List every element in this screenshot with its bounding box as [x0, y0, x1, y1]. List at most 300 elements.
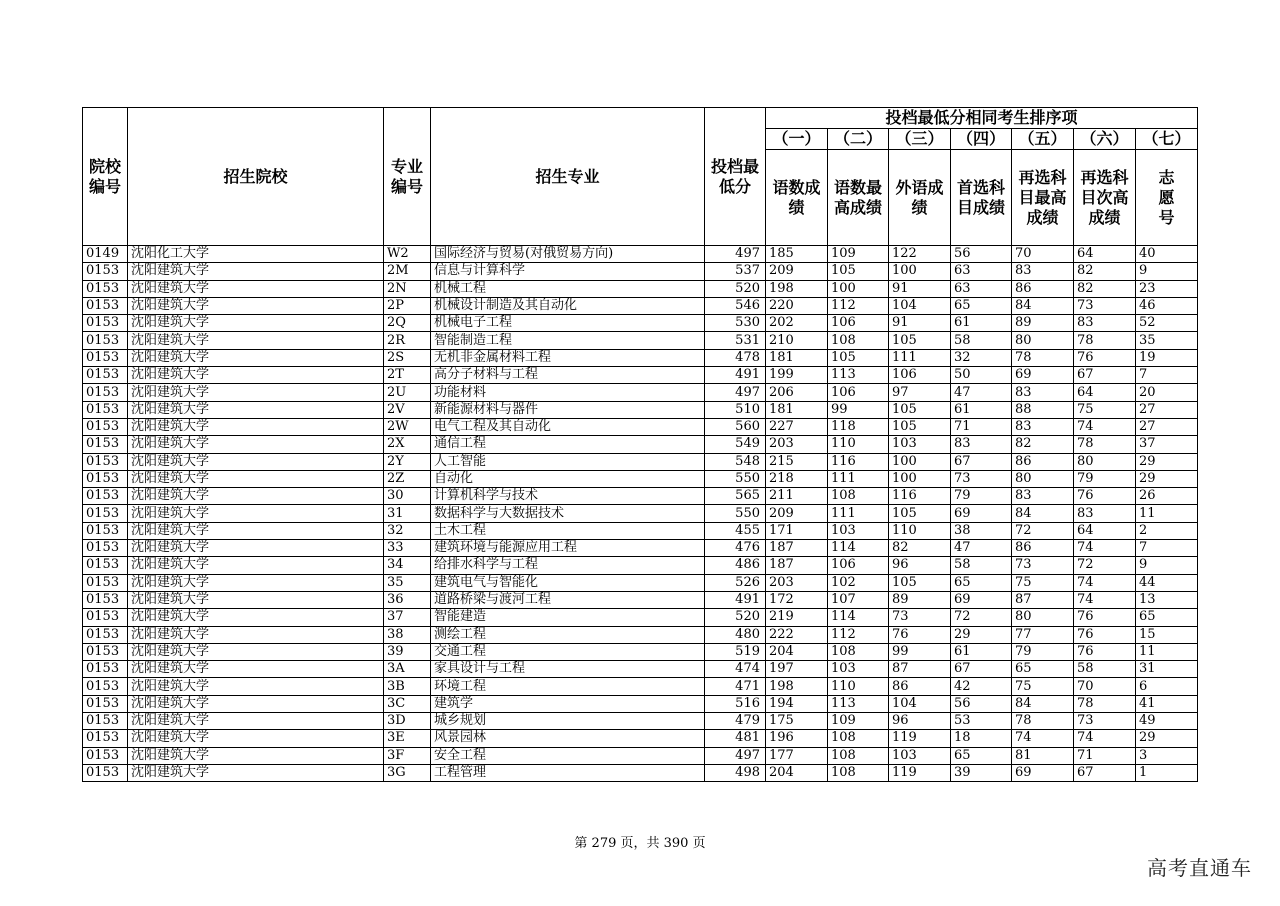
cell-major-code: 2R — [384, 332, 431, 349]
header-sort-name: 语数成绩 — [766, 150, 828, 246]
cell-major-code: 32 — [384, 522, 431, 539]
cell-school-name: 沈阳建筑大学 — [128, 591, 384, 608]
cell-sort-3: 82 — [889, 540, 951, 557]
cell-major-name: 高分子材料与工程 — [431, 367, 705, 384]
cell-sort-5: 81 — [1012, 747, 1074, 764]
cell-sort-1: 215 — [766, 453, 828, 470]
cell-school-name: 沈阳化工大学 — [128, 246, 384, 263]
cell-sort-7: 52 — [1136, 315, 1198, 332]
cell-sort-4: 69 — [951, 591, 1012, 608]
cell-sort-5: 89 — [1012, 315, 1074, 332]
header-sort-name: 外语成绩 — [889, 150, 951, 246]
cell-major-name: 给排水科学与工程 — [431, 557, 705, 574]
cell-major-name: 国际经济与贸易(对俄贸易方向) — [431, 246, 705, 263]
cell-sort-7: 3 — [1136, 747, 1198, 764]
table-row — [83, 764, 1198, 781]
cell-sort-5: 86 — [1012, 540, 1074, 557]
cell-school-code: 0153 — [83, 695, 128, 712]
table-row — [83, 263, 1198, 280]
cell-sort-2: 108 — [828, 332, 889, 349]
cell-school-name: 沈阳建筑大学 — [128, 418, 384, 435]
cell-sort-1: 203 — [766, 574, 828, 591]
table-row — [83, 332, 1198, 349]
cell-major-code: W2 — [384, 246, 431, 263]
cell-major-name: 信息与计算科学 — [431, 263, 705, 280]
cell-sort-3: 105 — [889, 401, 951, 418]
cell-sort-7: 40 — [1136, 246, 1198, 263]
cell-sort-5: 72 — [1012, 522, 1074, 539]
cell-sort-5: 73 — [1012, 557, 1074, 574]
cell-school-code: 0153 — [83, 730, 128, 747]
cell-sort-2: 109 — [828, 246, 889, 263]
cell-sort-2: 106 — [828, 315, 889, 332]
cell-min-score: 526 — [705, 574, 766, 591]
table-row — [83, 315, 1198, 332]
cell-sort-3: 96 — [889, 713, 951, 730]
cell-school-code: 0153 — [83, 747, 128, 764]
cell-school-code: 0153 — [83, 764, 128, 781]
cell-sort-2: 116 — [828, 453, 889, 470]
cell-school-code: 0153 — [83, 384, 128, 401]
cell-school-code: 0153 — [83, 453, 128, 470]
cell-sort-2: 108 — [828, 643, 889, 660]
cell-sort-6: 71 — [1074, 747, 1136, 764]
cell-major-name: 智能建造 — [431, 609, 705, 626]
cell-school-name: 沈阳建筑大学 — [128, 263, 384, 280]
cell-school-code: 0153 — [83, 522, 128, 539]
cell-sort-3: 104 — [889, 695, 951, 712]
cell-major-name: 建筑电气与智能化 — [431, 574, 705, 591]
cell-sort-1: 198 — [766, 280, 828, 297]
table-row — [83, 661, 1198, 678]
cell-sort-6: 67 — [1074, 764, 1136, 781]
cell-sort-3: 87 — [889, 661, 951, 678]
cell-school-code: 0153 — [83, 678, 128, 695]
cell-school-code: 0153 — [83, 418, 128, 435]
cell-sort-5: 83 — [1012, 384, 1074, 401]
cell-sort-2: 103 — [828, 661, 889, 678]
header-sort-num: （四） — [951, 129, 1012, 150]
cell-sort-5: 82 — [1012, 436, 1074, 453]
cell-major-name: 建筑环境与能源应用工程 — [431, 540, 705, 557]
cell-major-name: 机械电子工程 — [431, 315, 705, 332]
cell-sort-1: 199 — [766, 367, 828, 384]
header-sort-num: （二） — [828, 129, 889, 150]
cell-sort-6: 74 — [1074, 418, 1136, 435]
cell-sort-6: 72 — [1074, 557, 1136, 574]
cell-school-name: 沈阳建筑大学 — [128, 488, 384, 505]
cell-sort-5: 75 — [1012, 574, 1074, 591]
cell-major-code: 3B — [384, 678, 431, 695]
cell-sort-6: 64 — [1074, 246, 1136, 263]
cell-min-score: 549 — [705, 436, 766, 453]
cell-sort-2: 110 — [828, 436, 889, 453]
cell-sort-5: 80 — [1012, 470, 1074, 487]
header-sort-num: （三） — [889, 129, 951, 150]
cell-major-code: 3A — [384, 661, 431, 678]
cell-school-name: 沈阳建筑大学 — [128, 695, 384, 712]
table-row — [83, 436, 1198, 453]
cell-sort-6: 76 — [1074, 643, 1136, 660]
cell-sort-4: 61 — [951, 401, 1012, 418]
cell-sort-7: 2 — [1136, 522, 1198, 539]
table-row — [83, 246, 1198, 263]
cell-sort-1: 197 — [766, 661, 828, 678]
cell-sort-3: 91 — [889, 315, 951, 332]
cell-min-score: 497 — [705, 246, 766, 263]
cell-min-score: 531 — [705, 332, 766, 349]
cell-sort-5: 78 — [1012, 713, 1074, 730]
table-row — [83, 522, 1198, 539]
cell-major-name: 道路桥梁与渡河工程 — [431, 591, 705, 608]
cell-sort-1: 220 — [766, 297, 828, 314]
cell-major-code: 2Z — [384, 470, 431, 487]
table-row — [83, 730, 1198, 747]
cell-sort-5: 74 — [1012, 730, 1074, 747]
cell-school-name: 沈阳建筑大学 — [128, 730, 384, 747]
cell-sort-3: 89 — [889, 591, 951, 608]
cell-sort-7: 7 — [1136, 540, 1198, 557]
cell-min-score: 491 — [705, 591, 766, 608]
table-row — [83, 574, 1198, 591]
cell-major-name: 土木工程 — [431, 522, 705, 539]
cell-sort-4: 61 — [951, 643, 1012, 660]
cell-major-code: 2U — [384, 384, 431, 401]
cell-sort-7: 37 — [1136, 436, 1198, 453]
header-sort-name: 志愿号 — [1136, 150, 1198, 246]
header-sort-num: （七） — [1136, 129, 1198, 150]
cell-school-code: 0153 — [83, 332, 128, 349]
cell-major-name: 城乡规划 — [431, 713, 705, 730]
cell-sort-7: 29 — [1136, 453, 1198, 470]
table-row — [83, 384, 1198, 401]
cell-major-name: 安全工程 — [431, 747, 705, 764]
cell-sort-5: 79 — [1012, 643, 1074, 660]
cell-sort-4: 69 — [951, 505, 1012, 522]
cell-school-name: 沈阳建筑大学 — [128, 349, 384, 366]
cell-school-name: 沈阳建筑大学 — [128, 713, 384, 730]
cell-sort-4: 61 — [951, 315, 1012, 332]
cell-min-score: 548 — [705, 453, 766, 470]
cell-sort-4: 63 — [951, 280, 1012, 297]
cell-major-name: 建筑学 — [431, 695, 705, 712]
cell-sort-7: 1 — [1136, 764, 1198, 781]
header-major-code: 专业编号 — [384, 108, 431, 246]
cell-sort-3: 105 — [889, 332, 951, 349]
cell-sort-5: 80 — [1012, 609, 1074, 626]
cell-sort-7: 11 — [1136, 505, 1198, 522]
cell-sort-4: 38 — [951, 522, 1012, 539]
cell-school-name: 沈阳建筑大学 — [128, 505, 384, 522]
cell-school-name: 沈阳建筑大学 — [128, 626, 384, 643]
cell-min-score: 497 — [705, 384, 766, 401]
cell-major-code: 30 — [384, 488, 431, 505]
cell-sort-1: 211 — [766, 488, 828, 505]
cell-sort-4: 65 — [951, 574, 1012, 591]
cell-sort-1: 204 — [766, 643, 828, 660]
cell-sort-4: 72 — [951, 609, 1012, 626]
cell-sort-7: 44 — [1136, 574, 1198, 591]
cell-sort-5: 84 — [1012, 297, 1074, 314]
cell-sort-7: 11 — [1136, 643, 1198, 660]
cell-school-name: 沈阳建筑大学 — [128, 367, 384, 384]
cell-sort-5: 69 — [1012, 764, 1074, 781]
cell-sort-6: 64 — [1074, 522, 1136, 539]
cell-min-score: 476 — [705, 540, 766, 557]
table-header — [83, 108, 1198, 246]
cell-sort-5: 83 — [1012, 263, 1074, 280]
cell-sort-7: 6 — [1136, 678, 1198, 695]
cell-min-score: 550 — [705, 470, 766, 487]
table-row — [83, 678, 1198, 695]
cell-sort-2: 112 — [828, 626, 889, 643]
cell-sort-1: 209 — [766, 263, 828, 280]
cell-major-code: 2V — [384, 401, 431, 418]
cell-school-code: 0153 — [83, 349, 128, 366]
cell-sort-6: 76 — [1074, 626, 1136, 643]
cell-school-code: 0153 — [83, 661, 128, 678]
cell-sort-1: 202 — [766, 315, 828, 332]
cell-school-code: 0153 — [83, 367, 128, 384]
cell-school-code: 0153 — [83, 505, 128, 522]
cell-school-name: 沈阳建筑大学 — [128, 747, 384, 764]
cell-sort-2: 106 — [828, 384, 889, 401]
cell-major-code: 2X — [384, 436, 431, 453]
cell-sort-6: 74 — [1074, 540, 1136, 557]
cell-sort-4: 42 — [951, 678, 1012, 695]
cell-sort-5: 80 — [1012, 332, 1074, 349]
cell-major-name: 智能制造工程 — [431, 332, 705, 349]
table-row — [83, 591, 1198, 608]
header-sort-name: 语数最高成绩 — [828, 150, 889, 246]
cell-sort-3: 111 — [889, 349, 951, 366]
cell-sort-6: 67 — [1074, 367, 1136, 384]
cell-sort-1: 181 — [766, 349, 828, 366]
cell-school-name: 沈阳建筑大学 — [128, 332, 384, 349]
cell-sort-1: 210 — [766, 332, 828, 349]
watermark-text: 高考直通车 — [1147, 856, 1252, 880]
cell-sort-3: 100 — [889, 263, 951, 280]
header-major-name: 招生专业 — [431, 108, 705, 246]
cell-major-code: 2S — [384, 349, 431, 366]
cell-school-code: 0153 — [83, 263, 128, 280]
cell-min-score: 474 — [705, 661, 766, 678]
header-sort-title: 投档最低分相同考生排序项 — [766, 108, 1198, 129]
header-sort-num: （一） — [766, 129, 828, 150]
cell-sort-3: 91 — [889, 280, 951, 297]
header-school-name: 招生院校 — [128, 108, 384, 246]
cell-min-score: 455 — [705, 522, 766, 539]
cell-sort-6: 80 — [1074, 453, 1136, 470]
cell-sort-4: 29 — [951, 626, 1012, 643]
cell-sort-7: 15 — [1136, 626, 1198, 643]
cell-sort-1: 196 — [766, 730, 828, 747]
table-row — [83, 401, 1198, 418]
cell-sort-6: 74 — [1074, 574, 1136, 591]
cell-school-name: 沈阳建筑大学 — [128, 609, 384, 626]
cell-sort-2: 106 — [828, 557, 889, 574]
cell-school-name: 沈阳建筑大学 — [128, 540, 384, 557]
cell-min-score: 546 — [705, 297, 766, 314]
cell-min-score: 478 — [705, 349, 766, 366]
cell-school-code: 0153 — [83, 297, 128, 314]
cell-school-name: 沈阳建筑大学 — [128, 643, 384, 660]
cell-major-name: 新能源材料与器件 — [431, 401, 705, 418]
cell-sort-3: 100 — [889, 453, 951, 470]
cell-sort-1: 219 — [766, 609, 828, 626]
cell-sort-7: 13 — [1136, 591, 1198, 608]
cell-min-score: 481 — [705, 730, 766, 747]
cell-major-code: 3D — [384, 713, 431, 730]
admission-table-container — [82, 107, 1197, 782]
cell-sort-4: 53 — [951, 713, 1012, 730]
cell-min-score: 510 — [705, 401, 766, 418]
cell-sort-1: 187 — [766, 540, 828, 557]
cell-major-code: 2Y — [384, 453, 431, 470]
cell-school-code: 0153 — [83, 574, 128, 591]
cell-sort-6: 83 — [1074, 505, 1136, 522]
cell-school-code: 0153 — [83, 643, 128, 660]
cell-sort-6: 82 — [1074, 263, 1136, 280]
cell-major-code: 2N — [384, 280, 431, 297]
cell-sort-3: 76 — [889, 626, 951, 643]
cell-sort-7: 35 — [1136, 332, 1198, 349]
cell-sort-1: 172 — [766, 591, 828, 608]
cell-school-code: 0149 — [83, 246, 128, 263]
cell-sort-7: 29 — [1136, 470, 1198, 487]
cell-sort-1: 177 — [766, 747, 828, 764]
cell-school-name: 沈阳建筑大学 — [128, 557, 384, 574]
header-sort-num: （五） — [1012, 129, 1074, 150]
cell-sort-3: 119 — [889, 730, 951, 747]
cell-sort-3: 103 — [889, 747, 951, 764]
cell-sort-1: 175 — [766, 713, 828, 730]
cell-major-name: 风景园林 — [431, 730, 705, 747]
cell-sort-4: 56 — [951, 246, 1012, 263]
cell-sort-3: 105 — [889, 574, 951, 591]
cell-min-score: 519 — [705, 643, 766, 660]
header-sort-name: 首选科目成绩 — [951, 150, 1012, 246]
cell-sort-4: 56 — [951, 695, 1012, 712]
cell-sort-1: 181 — [766, 401, 828, 418]
cell-sort-5: 78 — [1012, 349, 1074, 366]
header-sort-name: 再选科目次高成绩 — [1074, 150, 1136, 246]
cell-sort-6: 76 — [1074, 609, 1136, 626]
cell-sort-2: 100 — [828, 280, 889, 297]
cell-school-code: 0153 — [83, 540, 128, 557]
cell-sort-6: 74 — [1074, 730, 1136, 747]
cell-sort-3: 116 — [889, 488, 951, 505]
cell-sort-2: 109 — [828, 713, 889, 730]
cell-sort-1: 209 — [766, 505, 828, 522]
cell-sort-2: 111 — [828, 470, 889, 487]
cell-sort-5: 83 — [1012, 488, 1074, 505]
cell-sort-7: 7 — [1136, 367, 1198, 384]
cell-major-name: 人工智能 — [431, 453, 705, 470]
cell-major-code: 3E — [384, 730, 431, 747]
header-sort-num: （六） — [1074, 129, 1136, 150]
cell-major-name: 工程管理 — [431, 764, 705, 781]
cell-major-code: 34 — [384, 557, 431, 574]
cell-sort-7: 26 — [1136, 488, 1198, 505]
cell-sort-5: 88 — [1012, 401, 1074, 418]
cell-sort-7: 49 — [1136, 713, 1198, 730]
cell-sort-2: 105 — [828, 263, 889, 280]
cell-sort-4: 67 — [951, 453, 1012, 470]
table-row — [83, 418, 1198, 435]
cell-min-score: 486 — [705, 557, 766, 574]
cell-major-name: 通信工程 — [431, 436, 705, 453]
cell-major-code: 31 — [384, 505, 431, 522]
cell-sort-4: 63 — [951, 263, 1012, 280]
table-row — [83, 280, 1198, 297]
cell-sort-5: 86 — [1012, 280, 1074, 297]
cell-sort-3: 110 — [889, 522, 951, 539]
cell-sort-3: 97 — [889, 384, 951, 401]
cell-min-score: 550 — [705, 505, 766, 522]
cell-sort-2: 118 — [828, 418, 889, 435]
cell-sort-6: 78 — [1074, 695, 1136, 712]
cell-sort-2: 114 — [828, 609, 889, 626]
cell-min-score: 537 — [705, 263, 766, 280]
cell-school-name: 沈阳建筑大学 — [128, 661, 384, 678]
cell-school-code: 0153 — [83, 280, 128, 297]
cell-sort-1: 198 — [766, 678, 828, 695]
cell-sort-4: 50 — [951, 367, 1012, 384]
cell-school-code: 0153 — [83, 713, 128, 730]
cell-major-name: 交通工程 — [431, 643, 705, 660]
cell-sort-2: 99 — [828, 401, 889, 418]
cell-major-code: 2Q — [384, 315, 431, 332]
table-row — [83, 695, 1198, 712]
cell-min-score: 520 — [705, 609, 766, 626]
cell-major-name: 家具设计与工程 — [431, 661, 705, 678]
cell-sort-6: 58 — [1074, 661, 1136, 678]
cell-sort-6: 75 — [1074, 401, 1136, 418]
cell-school-name: 沈阳建筑大学 — [128, 401, 384, 418]
cell-sort-4: 39 — [951, 764, 1012, 781]
cell-sort-3: 106 — [889, 367, 951, 384]
cell-min-score: 530 — [705, 315, 766, 332]
cell-sort-7: 41 — [1136, 695, 1198, 712]
cell-major-name: 机械设计制造及其自动化 — [431, 297, 705, 314]
table-row — [83, 609, 1198, 626]
cell-major-code: 38 — [384, 626, 431, 643]
cell-sort-4: 79 — [951, 488, 1012, 505]
cell-school-name: 沈阳建筑大学 — [128, 470, 384, 487]
cell-sort-7: 31 — [1136, 661, 1198, 678]
cell-sort-6: 74 — [1074, 591, 1136, 608]
cell-sort-5: 69 — [1012, 367, 1074, 384]
table-row — [83, 349, 1198, 366]
cell-school-code: 0153 — [83, 626, 128, 643]
cell-sort-7: 27 — [1136, 418, 1198, 435]
cell-major-name: 功能材料 — [431, 384, 705, 401]
cell-sort-6: 70 — [1074, 678, 1136, 695]
cell-sort-4: 71 — [951, 418, 1012, 435]
cell-sort-5: 77 — [1012, 626, 1074, 643]
cell-major-code: 33 — [384, 540, 431, 557]
table-row — [83, 505, 1198, 522]
cell-sort-5: 84 — [1012, 695, 1074, 712]
cell-sort-2: 108 — [828, 747, 889, 764]
cell-sort-4: 18 — [951, 730, 1012, 747]
cell-sort-3: 105 — [889, 418, 951, 435]
cell-sort-6: 78 — [1074, 332, 1136, 349]
cell-sort-3: 73 — [889, 609, 951, 626]
cell-sort-3: 99 — [889, 643, 951, 660]
cell-sort-5: 83 — [1012, 418, 1074, 435]
